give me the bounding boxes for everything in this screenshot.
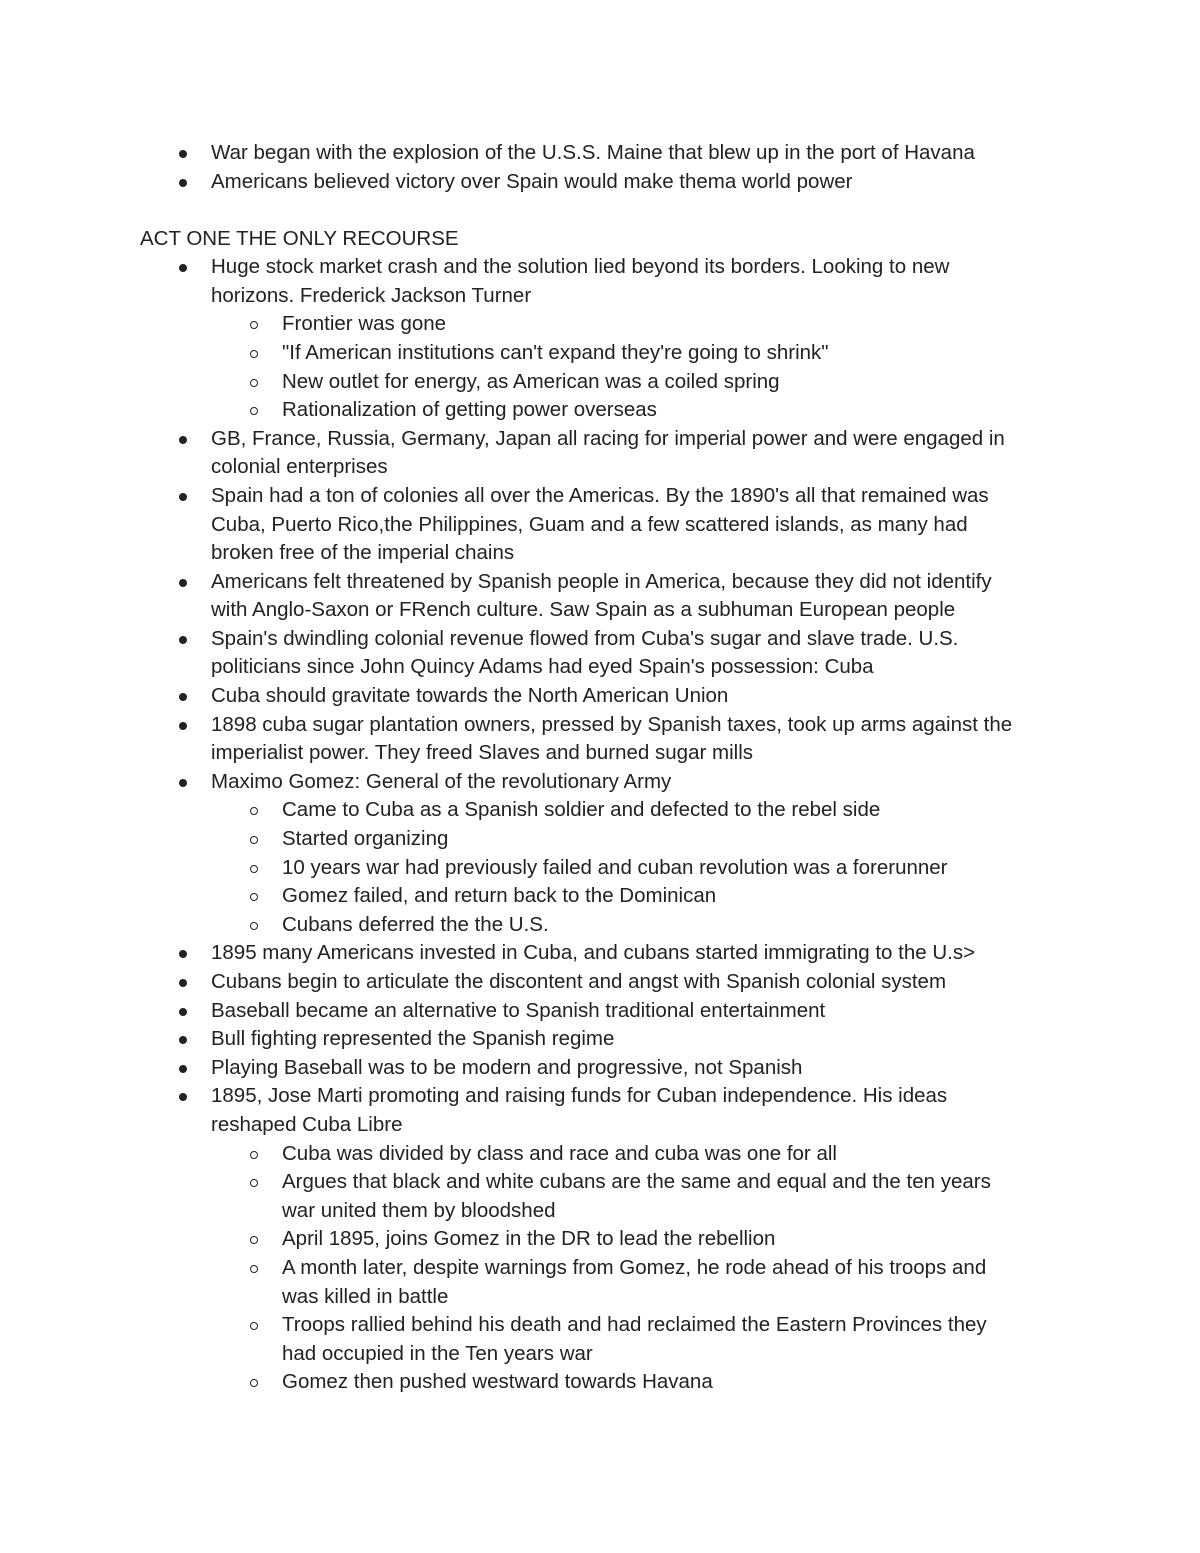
list-item-text: Americans felt threatened by Spanish people in America, because they did not identify [211,569,992,593]
list-item [0,997,1200,1026]
list-item-line [0,1140,1200,1169]
list-item-line [0,425,1200,454]
hollow-bullet-icon [250,807,258,815]
list-item-line [0,625,1200,654]
list-item [0,1082,1200,1397]
hollow-bullet-icon [250,1179,258,1187]
list-item-line [0,768,1200,797]
hollow-bullet-icon [250,379,258,387]
list-item [0,968,1200,997]
sub-list-item [0,1311,1200,1368]
bullet-icon [179,950,187,958]
list-item-line [0,739,1200,768]
list-item-text: Gomez then pushed westward towards Havana [282,1370,713,1394]
list-item-line [0,1054,1200,1083]
list-item-text: 10 years war had previously failed and cuban revolution was a forerunner [282,855,948,879]
list-item [0,168,1200,197]
list-item-text: Baseball became an alternative to Spanish traditional entertainment [211,998,826,1022]
list-item-line [0,368,1200,397]
list-item [0,139,1200,168]
list-item-line [0,453,1200,482]
list-item-line [0,882,1200,911]
list-item-line [0,1168,1200,1197]
list-item-line [0,253,1200,282]
list-item-line [0,825,1200,854]
list-item-text: Troops rallied behind his death and had reclaimed the Eastern Provinces they [282,1313,987,1337]
list-item-line [0,1340,1200,1369]
list-item-text: Cubans deferred the the U.S. [282,912,549,936]
list-item-text: war united them by bloodshed [282,1198,556,1222]
sub-list-item [0,339,1200,368]
hollow-bullet-icon [250,350,258,358]
sub-list-item [0,396,1200,425]
sub-list-item [0,854,1200,883]
list-item-line [0,482,1200,511]
list-item-text: A month later, despite warnings from Gomez, he rode ahead of his troops and [282,1255,987,1279]
bullet-icon [179,493,187,501]
list-item-text: War began with the explosion of the U.S.S. Maine that blew up in the port of Havana [211,141,975,164]
list-item-line [0,1225,1200,1254]
sub-list-item [0,911,1200,940]
list-item [0,568,1200,625]
hollow-bullet-icon [250,407,258,415]
list-item-text: Huge stock market crash and the solution lied beyond its borders. Looking to new [211,255,950,279]
list-item-line [0,1197,1200,1226]
bullet-icon [179,264,187,272]
list-item-text: April 1895, joins Gomez in the DR to lead the rebellion [282,1227,776,1251]
list-item-line [0,711,1200,740]
hollow-bullet-icon [250,1236,258,1244]
spacer [0,196,1200,224]
list-item [0,425,1200,482]
hollow-bullet-icon [250,1322,258,1330]
list-item-line [0,1368,1200,1397]
sub-list-item [0,1140,1200,1169]
bullet-icon [179,979,187,987]
list-item-line [0,1254,1200,1283]
section-heading: ACT ONE THE ONLY RECOURSE [140,226,459,250]
list-item [0,711,1200,768]
list-item [0,768,1200,940]
list-item-line [0,1025,1200,1054]
list-item-text: Bull fighting represented the Spanish regime [211,1027,615,1051]
list-item-text: 1895 many Americans invested in Cuba, and cubans started immigrating to the U.s> [211,941,976,965]
list-item [0,939,1200,968]
list-item-line [0,939,1200,968]
list-item-text: Argues that black and white cubans are the same and equal and the ten years [282,1170,991,1194]
list-item [0,682,1200,711]
list-item-text: 1895, Jose Marti promoting and raising funds for Cuban independence. His ideas [211,1084,948,1108]
list-item [0,625,1200,682]
list-item-line [0,282,1200,311]
hollow-bullet-icon [250,321,258,329]
hollow-bullet-icon [250,893,258,901]
list-item-text: Cuba should gravitate towards the North American Union [211,684,729,708]
sub-list-item [0,1254,1200,1311]
list-item-text: politicians since John Quincy Adams had eyed Spain's possession: Cuba [211,655,874,679]
sub-list-item [0,796,1200,825]
document-page [0,139,1200,1397]
bullet-icon [179,1008,187,1016]
list-item-text: Rationalization of getting power overseas [282,398,657,422]
list-item-text: Came to Cuba as a Spanish soldier and defected to the rebel side [282,798,881,822]
list-item-line [0,339,1200,368]
list-item [0,253,1200,425]
list-item-text: Playing Baseball was to be modern and progressive, not Spanish [211,1055,803,1079]
list-item-text: Cuba was divided by class and race and cuba was one for all [282,1141,837,1165]
list-item [0,482,1200,568]
bullet-icon [179,779,187,787]
list-item [0,1054,1200,1083]
main-list [0,253,1200,1397]
list-item-line [0,854,1200,883]
list-item-text: Frontier was gone [282,312,447,336]
list-item-line [0,596,1200,625]
list-item-line [0,511,1200,540]
hollow-bullet-icon [250,1379,258,1387]
list-item-text: horizons. Frederick Jackson Turner [211,283,532,307]
list-item-text: colonial enterprises [211,455,388,479]
bullet-icon [179,436,187,444]
list-item-text: 1898 cuba sugar plantation owners, pressed by Spanish taxes, took up arms against the [211,712,1013,736]
list-item-text: "If American institutions can't expand they're going to shrink" [282,340,829,364]
list-item-line [0,968,1200,997]
sub-list-item [0,1168,1200,1225]
bullet-icon [179,693,187,701]
list-item-text: Cubans begin to articulate the discontent and angst with Spanish colonial system [211,970,947,994]
list-item-line [0,1082,1200,1111]
list-item-line [0,568,1200,597]
sub-list-item [0,882,1200,911]
list-item-line [0,539,1200,568]
bullet-icon [179,722,187,730]
sub-list-item [0,310,1200,339]
hollow-bullet-icon [250,922,258,930]
sub-list-item [0,1225,1200,1254]
list-item-line [0,653,1200,682]
bullet-icon [179,179,187,187]
list-item-line [0,911,1200,940]
list-item-line [0,1311,1200,1340]
sub-list-item [0,825,1200,854]
sub-list-item [0,1368,1200,1397]
list-item-text: GB, France, Russia, Germany, Japan all racing for imperial power and were engaged in [211,426,1005,450]
hollow-bullet-icon [250,865,258,873]
bullet-icon [179,150,187,158]
bullet-icon [179,1093,187,1101]
list-item-text: Spain had a ton of colonies all over the Americas. By the 1890's all that remained was [211,483,989,507]
list-item-text: broken free of the imperial chains [211,541,515,565]
list-item-text: reshaped Cuba Libre [211,1112,403,1136]
intro-list [0,139,1200,196]
list-item-text: Cuba, Puerto Rico,the Philippines, Guam and a few scattered islands, as many had [211,512,968,536]
list-item-line [0,396,1200,425]
bullet-icon [179,636,187,644]
hollow-bullet-icon [250,1151,258,1159]
list-item-text: with Anglo-Saxon or FRench culture. Saw Spain as a subhuman European people [211,598,956,622]
list-item-text: Spain's dwindling colonial revenue flowed from Cuba's sugar and slave trade. U.S. [211,626,959,650]
list-item-text: was killed in battle [282,1284,449,1308]
sub-list-item [0,368,1200,397]
list-item-line [0,1111,1200,1140]
bullet-icon [179,1065,187,1073]
list-item-line [0,796,1200,825]
list-item-line [0,997,1200,1026]
list-item-text: Maximo Gomez: General of the revolutionary Army [211,769,672,793]
list-item-text: Gomez failed, and return back to the Dominican [282,884,717,908]
list-item-line [0,682,1200,711]
list-item-text: Americans believed victory over Spain would make thema world power [211,169,853,193]
list-item [0,1025,1200,1054]
hollow-bullet-icon [250,1265,258,1273]
list-item-text: had occupied in the Ten years war [282,1341,593,1365]
list-item-text: New outlet for energy, as American was a coiled spring [282,369,780,393]
list-item-text: imperialist power. They freed Slaves and burned sugar mills [211,741,753,765]
list-item-line [0,1283,1200,1312]
list-item-line [0,310,1200,339]
hollow-bullet-icon [250,836,258,844]
list-item-text: Started organizing [282,827,449,851]
bullet-icon [179,1036,187,1044]
bullet-icon [179,579,187,587]
